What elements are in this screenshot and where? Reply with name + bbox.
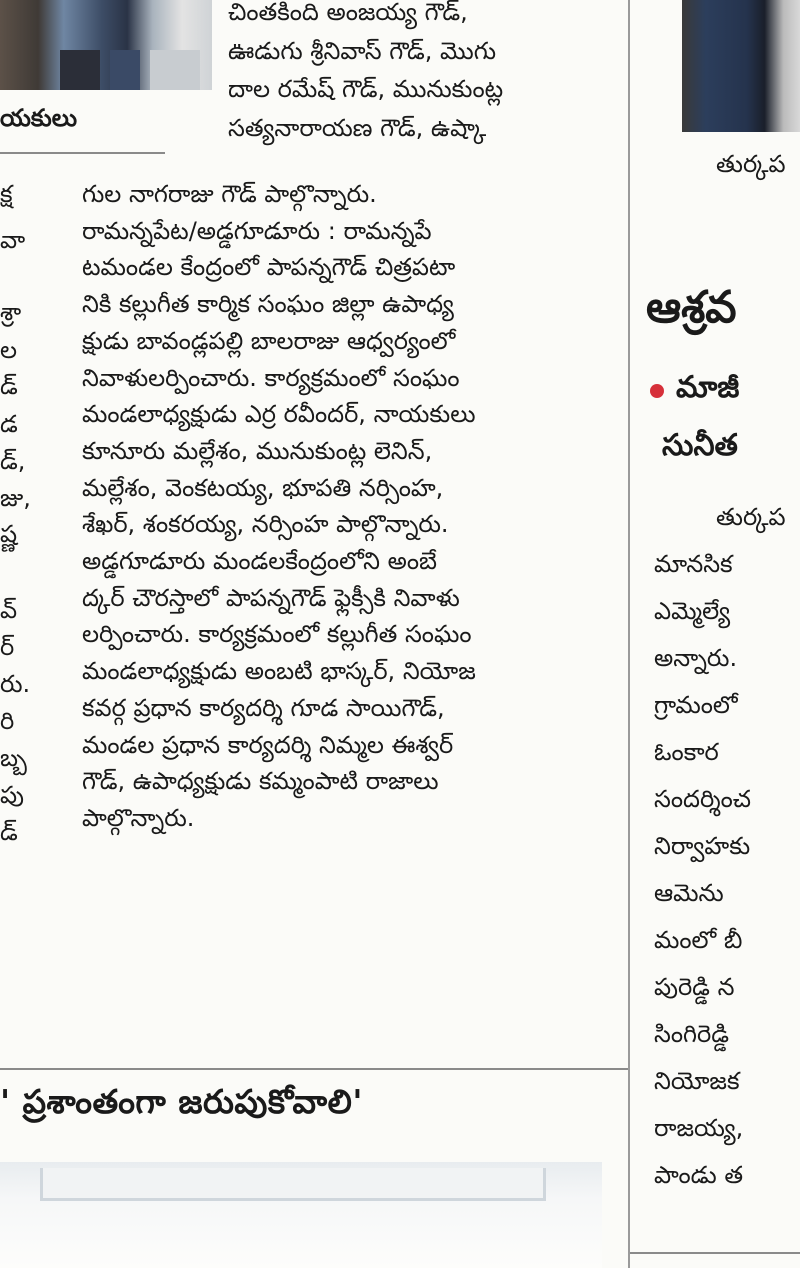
article-line: మల్లేశం, వెంకటయ్య, భూపతి నర్సింహ, xyxy=(82,473,444,502)
right-body-line: అన్నారు. xyxy=(654,644,738,672)
right-body-line: తుర్కప xyxy=(716,503,786,531)
photo-caption-left: యకులు xyxy=(0,104,78,132)
left-fragment: ష్ణ xyxy=(0,520,18,548)
article-line: మండలాధ్యక్షుడు ఎర్ర రవీందర్, నాయకులు xyxy=(82,400,476,429)
article-line: రామన్నపేట/అడ్డగూడూరు : రామన్నపే xyxy=(82,216,432,245)
article-line: మండల ప్రధాన కార్యదర్శి నిమ్మల ఈశ్వర్ xyxy=(82,730,454,759)
right-body-line: సింగిరెడ్డి xyxy=(654,1020,729,1048)
left-fragment: డ్, xyxy=(0,447,26,475)
bullet-icon xyxy=(650,384,664,398)
article-line: టమండల కేంద్రంలో పాపన్నగౌడ్ చిత్రపటా xyxy=(82,253,456,282)
right-body-line: పాండు త xyxy=(654,1161,744,1189)
left-fragment: క్ష xyxy=(0,180,13,208)
right-body-line: మానసిక xyxy=(654,550,733,578)
article-line: గౌడ్, ఉపాధ్యక్షుడు కమ్మంపాటి రాజాలు xyxy=(82,767,439,796)
news-photo-top-left xyxy=(0,0,212,90)
column-divider xyxy=(628,0,630,1268)
article-line: శేఖర్, శంకరయ్య, నర్సింహ పాల్గొన్నారు. xyxy=(82,510,449,539)
article-line: మండలాధ్యక్షుడు అంబటి భాస్కర్, నియోజ xyxy=(82,657,476,686)
right-body-line: ఎమ్మెల్యే xyxy=(654,597,731,625)
article-line: కూనూరు మల్లేశం, మునుకుంట్ల లెనిన్, xyxy=(82,436,433,465)
left-fragment: శ్రా xyxy=(0,298,22,326)
left-fragment: డ్ xyxy=(0,372,18,400)
left-fragment: జు, xyxy=(0,484,31,512)
news-photo-bottom xyxy=(0,1162,602,1268)
left-fragment: ర్ xyxy=(0,633,15,661)
photo-caption-right: తుర్కప xyxy=(716,150,786,178)
right-body-line: ఆమెను xyxy=(654,879,724,907)
left-fragment: పు xyxy=(0,781,24,809)
article-line: నికి కల్లుగీత కార్మిక సంఘం జిల్లా ఉపాధ్య xyxy=(82,290,454,319)
article-line: ద్కర్ చౌరస్తాలో పాపన్నగౌడ్ ఫ్లెక్సీకి నివాళు xyxy=(82,583,460,612)
right-subheading-2: సునీత xyxy=(662,428,738,463)
left-fragment: రి xyxy=(0,707,15,735)
left-fragment: ల xyxy=(0,336,18,364)
right-body-line: రాజయ్య, xyxy=(654,1114,744,1142)
article-line: పాల్గొన్నారు. xyxy=(82,803,195,832)
left-fragment: డ్ xyxy=(0,818,18,846)
left-fragment: వా xyxy=(0,226,26,254)
article-line: లర్పించారు. కార్యక్రమంలో కల్లుగీత సంఘం xyxy=(82,620,472,649)
right-body-line: పురెడ్డి న xyxy=(654,973,735,1001)
article-line: దాల రమేష్ గౌడ్, మునుకుంట్ల xyxy=(228,75,504,103)
article-headline: ' ప్రశాంతంగా జరుపుకోవాలి' xyxy=(0,1082,363,1121)
right-subheading-1: మాజీ xyxy=(676,370,740,405)
right-body-line: సందర్శించ xyxy=(654,785,752,813)
right-body-line: ఓంకార xyxy=(654,738,719,766)
article-line: నివాళులర్పించారు. కార్యక్రమంలో సంఘం xyxy=(82,363,460,392)
article-line: చింతకింది అంజయ్య గౌడ్, xyxy=(228,0,468,26)
article-line: క్షుడు బావండ్లపల్లి బాలరాజు ఆధ్వర్యంలో xyxy=(82,326,456,355)
article-line: అడ్డగూడూరు మండలకేంద్రంలోని అంబే xyxy=(82,547,438,575)
section-rule xyxy=(0,1068,628,1070)
article-line: ఊడుగు శ్రీనివాస్ గౌడ్, మొగు xyxy=(228,36,496,65)
right-body-line: గ్రామంలో xyxy=(654,691,738,719)
right-article-headline: ఆశ్రవ xyxy=(646,282,737,333)
left-fragment: బ్బ xyxy=(0,744,27,772)
article-line: గుల నాగరాజు గౌడ్ పాల్గొన్నారు. xyxy=(82,180,377,208)
right-bottom-rule xyxy=(630,1252,800,1254)
right-body-line: నిర్వాహకు xyxy=(654,832,751,860)
article-line: కవర్గ ప్రధాన కార్యదర్శి గూడ సాయిగౌడ్, xyxy=(82,693,445,722)
left-fragment: వ్ xyxy=(0,596,18,624)
news-photo-right xyxy=(682,0,800,132)
left-fragment: రు. xyxy=(0,670,31,698)
right-body-line: నియోజక xyxy=(654,1067,740,1095)
right-body-line: మంలో బీ xyxy=(654,926,743,954)
left-fragment: డ xyxy=(0,410,18,438)
caption-rule xyxy=(0,152,165,154)
article-line: సత్యనారాయణ గౌడ్, ఉష్కా xyxy=(228,113,487,142)
